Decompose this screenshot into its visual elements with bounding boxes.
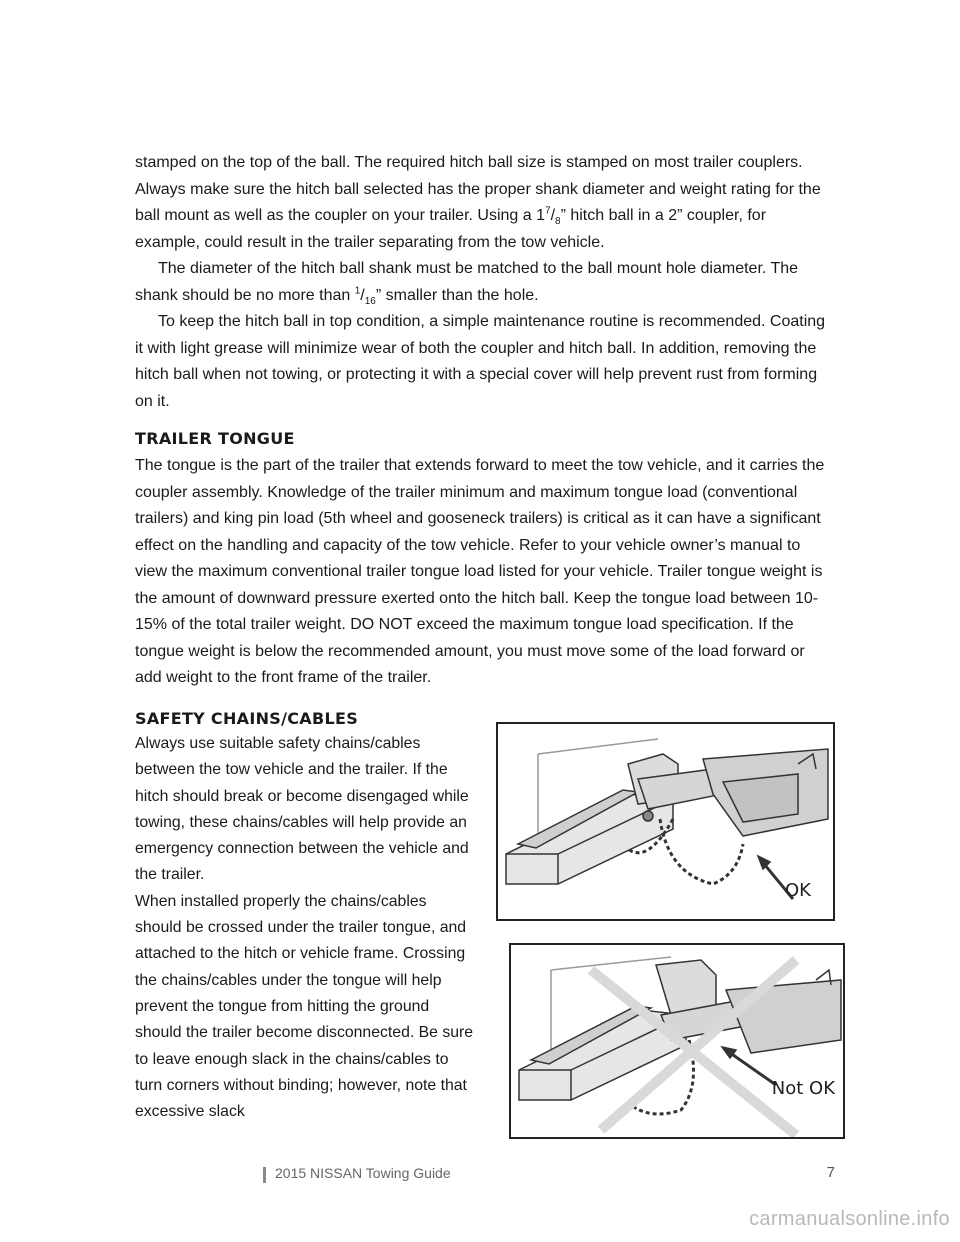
hitch-illustration-not-ok bbox=[511, 945, 843, 1137]
safety-chains-text bbox=[135, 731, 475, 1125]
trailer-tongue-paragraph: The tongue is the part of the trailer that extends forward to meet the tow vehicle, and it carries the coupler assembly. Knowledge of the trailer minimum and maximum tongue load (conventional trailers) and king pin load (5th wheel and gooseneck trailers) is critical as it can have a significant effect on the handling and capacity of the tow vehicle. Refer to your vehicle owner’s manual to view the maximum conventional trailer tongue load listed for your vehicle. Trailer tongue weight is the amount of downward pressure exerted onto the hitch ball. Keep the tongue load between 10-15% of the total trailer weight. DO NOT exceed the maximum tongue load specification. If the tongue weight is below the recommended amount, you must move some of the load forward or add weight to the front frame of the trailer. bbox=[135, 457, 825, 686]
safety-chains-paragraph-2: When installed properly the chains/cables should be crossed under the trailer tongue, and attached to the hitch or vehicle frame. Crossing the chains/cables under the tongue will help prevent the tongue from hitting the ground should the trailer become disconnected. Be sure to leave enough slack in the chains/cables to turn corners without binding; however, note that excessive slack bbox=[135, 892, 474, 1121]
ok-label: OK bbox=[785, 880, 811, 901]
page-number: 7 bbox=[826, 1164, 835, 1181]
figure-chains-ok bbox=[496, 722, 835, 921]
footer-title: 2015 NISSAN Towing Guide bbox=[275, 1165, 451, 1181]
intro-paragraph-2: The diameter of the hitch ball shank must be matched to the ball mount hole diameter. The shank should be no more than $^1/_{16}$” smaller than the hole. bbox=[135, 260, 799, 307]
hitch-illustration-ok bbox=[498, 724, 833, 919]
watermark: carmanualsonline.info bbox=[749, 1208, 950, 1230]
figure-chains-not-ok bbox=[509, 943, 845, 1139]
safety-chains-paragraph-1: Always use suitable safety chains/cables between the tow vehicle and the trailer. If the hitch should break or become disengaged while towing, these chains/cables will help provide an emergency connection between the vehicle and the trailer. bbox=[135, 735, 469, 884]
intro-paragraph-1: stamped on the top of the ball. The required hitch ball size is stamped on most trailer couplers. Always make sure the hitch ball selected has the proper shank diameter and weight rating for the ball mount as well as the coupler on your trailer. Using a $1^7/_8$” hitch ball in a 2” coupler, for example, could result in the trailer separating from the tow vehicle. bbox=[135, 154, 821, 251]
not-ok-label: Not OK bbox=[771, 1078, 835, 1099]
trailer-tongue-heading: TRAILER TONGUE bbox=[135, 429, 295, 448]
safety-chains-heading: SAFETY CHAINS/CABLES bbox=[135, 709, 359, 728]
intro-paragraph-3: To keep the hitch ball in top condition, a simple maintenance routine is recommended. Coating it with light grease will minimize wear of both the coupler and hitch ball. In addition, removing the hitch ball when not towing, or protecting it with a special cover will help prevent rust from forming on it. bbox=[135, 313, 826, 410]
footer-bar bbox=[263, 1167, 266, 1183]
page-footer bbox=[263, 1163, 835, 1189]
intro-text bbox=[135, 150, 835, 415]
trailer-tongue-text bbox=[135, 453, 835, 692]
